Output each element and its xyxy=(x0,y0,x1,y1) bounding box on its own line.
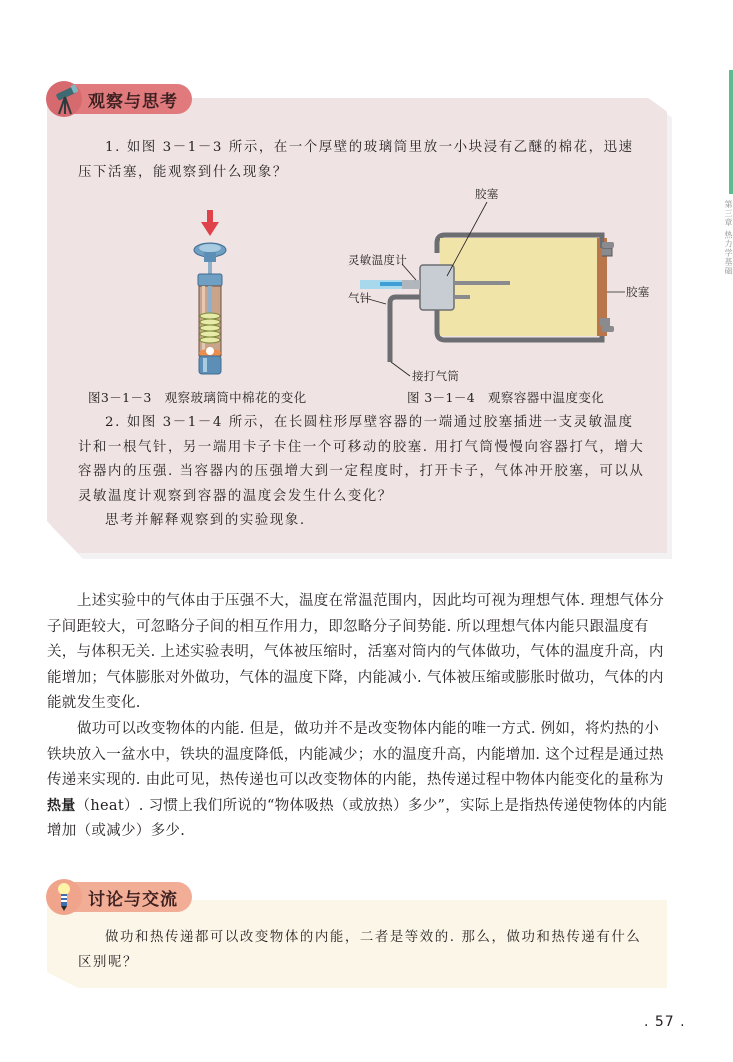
thermometer-inner xyxy=(454,281,510,285)
observe-title: 观察与思考 xyxy=(88,91,178,112)
figure-3-1-4-container xyxy=(340,180,670,390)
observe-item-2: 2. 如图 3－1－4 所示，在长圆柱形厚壁容器的一端通过胶塞插进一支灵敏温度计和一根气针，另一端用卡子卡住一个可移动的胶塞. 用打气筒慢慢向容器打气，增大容器内的压强. 当容器内的压强增大到一定程度时，打开卡子，气体冲开胶塞，可以从灵敏温度计观察到容器的温度会发生什么变化？ xyxy=(78,415,645,504)
body-paragraph-2-before: 做功可以改变物体的内能. 但是，做功并不是改变物体内能的唯一方式. 例如，将灼热的小铁块放入一盆水中，铁块的温度降低，内能减少；水的温度升高，内能增加. 这个过程是通过热传递来实现的. 由此可见，热传递也可以改变物体的内能，热传递过程中物体内能变化的量称为 xyxy=(47,721,664,789)
spring-coil xyxy=(200,313,220,343)
label-pump: 接打气筒 xyxy=(412,369,460,383)
discuss-text: 做功和热传递都可以改变物体的内能，二者是等效的. 那么，做功和热传递有什么区别呢？ xyxy=(78,930,642,970)
label-needle: 气针 xyxy=(348,291,372,305)
telescope-icon xyxy=(50,82,82,116)
label-top-stopper: 胶塞 xyxy=(475,187,499,201)
figure-3-1-3-caption: 图3－1－3 观察玻璃筒中棉花的变化 xyxy=(88,390,307,405)
page-number: . 57 . xyxy=(644,1014,686,1030)
label-right-stopper: 胶塞 xyxy=(626,285,650,299)
label-thermometer: 灵敏温度计 xyxy=(348,253,407,267)
discuss-title: 讨论与交流 xyxy=(88,889,178,910)
observe-item-1: 1. 如图 3－1－3 所示，在一个厚壁的玻璃筒里放一小块浸有乙醚的棉花，迅速压下活塞，能观察到什么现象？ xyxy=(78,140,634,180)
figure-3-1-3-glass-cylinder xyxy=(180,208,240,378)
figure-3-1-4-caption: 图 3－1－4 观察容器中温度变化 xyxy=(407,390,605,405)
red-arrow-icon xyxy=(201,210,219,236)
lightbulb-icon xyxy=(54,880,74,914)
body-paragraph-1: 上述实验中的气体由于压强不大，温度在常温范围内，因此均可视为理想气体. 理想气体分子间距较大，可忽略分子间的相互作用力，即忽略分子间势能. 所以理想气体内能只跟温度有关，与体积无关. 上述实验表明，气体被压缩时，活塞对筒内的气体做功，气体的温度升高，内能增加；气体膨胀对外做功，气体的温度下降，内能减小. 气体被压缩或膨胀时做功，气体的内能就发生变化. xyxy=(47,593,665,712)
chapter-side-tab xyxy=(729,70,733,194)
air-needle xyxy=(390,297,420,362)
body-paragraph-2 xyxy=(47,717,673,845)
body-paragraph-2-after: （heat）. 习惯上我们所说的“物体吸热（或放热）多少”，实际上是指热传递使物体的内能增加（或减少）多少. xyxy=(47,797,668,840)
term-heat: 热量 xyxy=(47,797,76,814)
chapter-side-text: 第三章 热力学基础 xyxy=(724,200,733,276)
observe-item-3: 思考并解释观察到的实验现象. xyxy=(105,513,306,528)
